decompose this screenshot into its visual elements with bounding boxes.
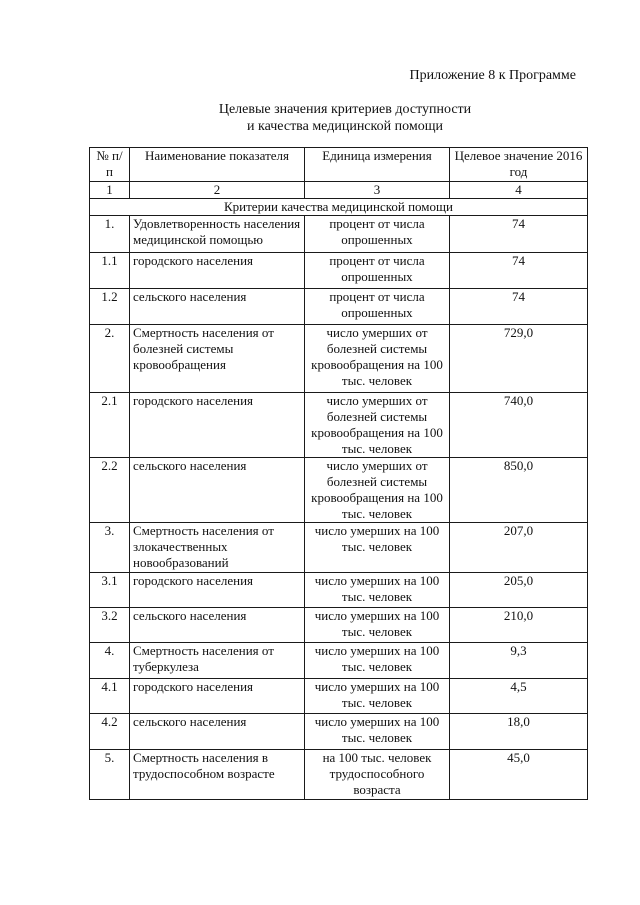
table-row xyxy=(90,458,588,523)
table-row xyxy=(90,714,588,750)
row-value: 740,0 xyxy=(450,393,588,458)
column-number: 1 xyxy=(90,182,130,199)
document-title xyxy=(90,101,600,135)
row-value: 205,0 xyxy=(450,573,588,608)
criteria-table xyxy=(89,147,588,800)
row-unit: число умерших на 100 тыс. человек xyxy=(305,714,450,750)
table-row xyxy=(90,216,588,253)
row-name: сельского населения xyxy=(130,714,305,750)
row-number: 2.2 xyxy=(90,458,130,523)
row-name: городского населения xyxy=(130,679,305,714)
row-unit: число умерших на 100 тыс. человек xyxy=(305,608,450,643)
column-number: 4 xyxy=(450,182,588,199)
table-row xyxy=(90,253,588,289)
row-unit: процент от числа опрошенных xyxy=(305,253,450,289)
title-line-1: Целевые значения критериев доступности xyxy=(218,102,472,117)
row-number: 4.2 xyxy=(90,714,130,750)
table-row xyxy=(90,289,588,325)
row-number: 1.2 xyxy=(90,289,130,325)
row-name: Смертность населения от злокачественных новообразований xyxy=(130,523,305,573)
section-row xyxy=(90,199,588,216)
row-number: 4. xyxy=(90,643,130,679)
table-row xyxy=(90,393,588,458)
row-name: сельского населения xyxy=(130,458,305,523)
table-row xyxy=(90,643,588,679)
column-header: Единица измерения xyxy=(305,148,450,182)
row-unit: число умерших на 100 тыс. человек xyxy=(305,523,450,573)
row-name: городского населения xyxy=(130,573,305,608)
row-value: 850,0 xyxy=(450,458,588,523)
row-name: Смертность населения от туберкулеза xyxy=(130,643,305,679)
table-row xyxy=(90,750,588,800)
row-number: 2. xyxy=(90,325,130,393)
column-number: 3 xyxy=(305,182,450,199)
table-row xyxy=(90,325,588,393)
column-header: Целевое значение 2016 год xyxy=(450,148,588,182)
row-number: 1.1 xyxy=(90,253,130,289)
appendix-label: Приложение 8 к Программе xyxy=(409,68,576,83)
row-number: 3.2 xyxy=(90,608,130,643)
row-name: городского населения xyxy=(130,253,305,289)
row-unit: процент от числа опрошенных xyxy=(305,216,450,253)
row-name: городского населения xyxy=(130,393,305,458)
row-value: 74 xyxy=(450,289,588,325)
header-row xyxy=(90,148,588,182)
row-unit: на 100 тыс. человек трудоспособного возраста xyxy=(305,750,450,800)
row-name: сельского населения xyxy=(130,608,305,643)
row-unit: число умерших на 100 тыс. человек xyxy=(305,643,450,679)
row-unit: число умерших от болезней системы кровообращения на 100 тыс. человек xyxy=(305,458,450,523)
table-row xyxy=(90,679,588,714)
table-row xyxy=(90,523,588,573)
row-name: Смертность населения в трудоспособном возрасте xyxy=(130,750,305,800)
row-number: 1. xyxy=(90,216,130,253)
row-value: 207,0 xyxy=(450,523,588,573)
row-value: 729,0 xyxy=(450,325,588,393)
row-value: 74 xyxy=(450,253,588,289)
row-value: 9,3 xyxy=(450,643,588,679)
row-value: 45,0 xyxy=(450,750,588,800)
row-number: 5. xyxy=(90,750,130,800)
row-value: 18,0 xyxy=(450,714,588,750)
row-name: Смертность населения от болезней системы кровообращения xyxy=(130,325,305,393)
row-unit: число умерших на 100 тыс. человек xyxy=(305,573,450,608)
row-number: 2.1 xyxy=(90,393,130,458)
row-value: 74 xyxy=(450,216,588,253)
row-value: 4,5 xyxy=(450,679,588,714)
row-unit: процент от числа опрошенных xyxy=(305,289,450,325)
column-number: 2 xyxy=(130,182,305,199)
row-name: сельского населения xyxy=(130,289,305,325)
row-name: Удовлетворенность населения медицинской помощью xyxy=(130,216,305,253)
row-number: 4.1 xyxy=(90,679,130,714)
row-number: 3.1 xyxy=(90,573,130,608)
row-number: 3. xyxy=(90,523,130,573)
column-header: № п/п xyxy=(90,148,130,182)
row-unit: число умерших от болезней системы кровообращения на 100 тыс. человек xyxy=(305,393,450,458)
table-row xyxy=(90,608,588,643)
row-unit: число умерших на 100 тыс. человек xyxy=(305,679,450,714)
row-value: 210,0 xyxy=(450,608,588,643)
row-unit: число умерших от болезней системы кровообращения на 100 тыс. человек xyxy=(305,325,450,393)
table-row xyxy=(90,573,588,608)
title-line-2: и качества медицинской помощи xyxy=(247,119,443,134)
column-number-row xyxy=(90,182,588,199)
section-title: Критерии качества медицинской помощи xyxy=(90,199,588,216)
column-header: Наименование показателя xyxy=(130,148,305,182)
